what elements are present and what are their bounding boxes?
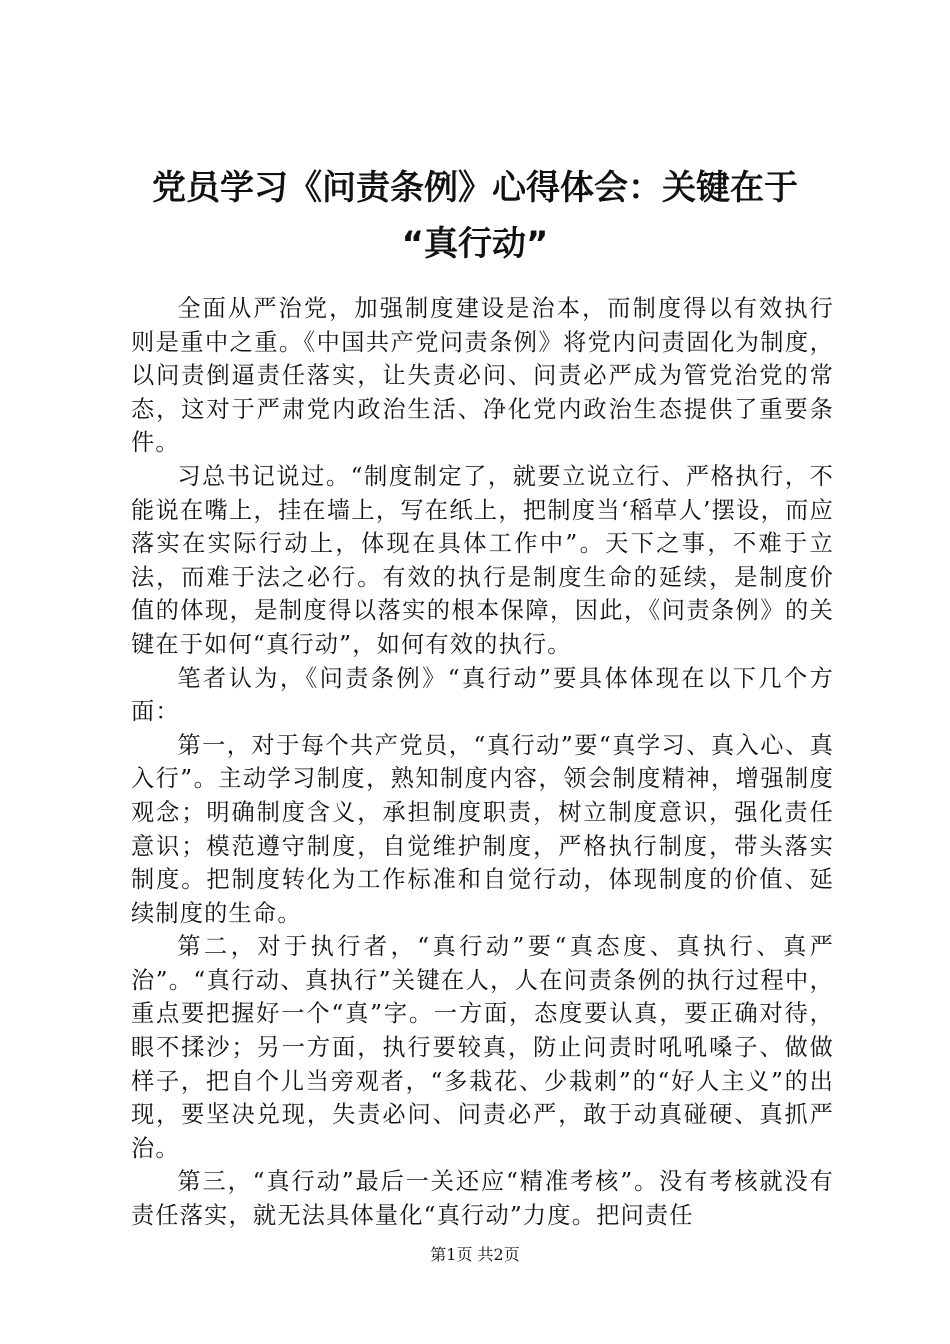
paragraph-4: 第一，对于每个共产党员，“真行动”要“真学习、真入心、真入行”。主动学习制度，熟知制度内容，领会制度精神，增强制度观念；明确制度含义，承担制度职责，树立制度意识，强化责任意识；模范遵守制度，自觉维护制度，严格执行制度，带头落实制度。把制度转化为工作标准和自觉行动，体现制度的价值、延续制度的生命。	[131, 731, 834, 927]
document-title	[100, 160, 850, 272]
title-line-1: 党员学习《问责条例》心得体会：关键在于	[152, 168, 798, 208]
paragraph-3: 笔者认为，《问责条例》“真行动”要具体体现在以下几个方面：	[131, 664, 834, 726]
document-body	[131, 292, 834, 1233]
page-number-footer: 第1页 共2页	[430, 1245, 520, 1264]
title-line-2: “真行动”	[401, 224, 549, 264]
paragraph-1: 全面从严治党，加强制度建设是治本，而制度得以有效执行则是重中之重。《中国共产党问责条例》将党内问责固化为制度，以问责倒逼责任落实，让失责必问、问责必严成为管党治党的常态，这对于严肃党内政治生活、净化党内政治生态提供了重要条件。	[131, 295, 834, 457]
paragraph-2: 习总书记说过。“制度制定了，就要立说立行、严格执行，不能说在嘴上，挂在墙上，写在纸上，把制度当‘稻草人’摆设，而应落实在实际行动上，体现在具体工作中”。天下之事，不难于立法，而难于法之必行。有效的执行是制度生命的延续，是制度价值的体现，是制度得以落实的根本保障，因此，《问责条例》的关键在于如何“真行动”，如何有效的执行。	[131, 462, 834, 658]
paragraph-6: 第三，“真行动”最后一关还应“精准考核”。没有考核就没有责任落实，就无法具体量化“真行动”力度。把问责任	[131, 1168, 834, 1230]
paragraph-5: 第二，对于执行者，“真行动”要“真态度、真执行、真严治”。“真行动、真执行”关键在人，人在问责条例的执行过程中，重点要把握好一个“真”字。一方面，态度要认真，要正确对待，眼不揉沙；另一方面，执行要较真，防止问责时吼吼嗓子、做做样子，把自个儿当旁观者，“多栽花、少栽刺”的“好人主义”的出现，要坚决兑现，失责必问、问责必严，敢于动真碰硬、真抓严治。	[131, 933, 834, 1162]
